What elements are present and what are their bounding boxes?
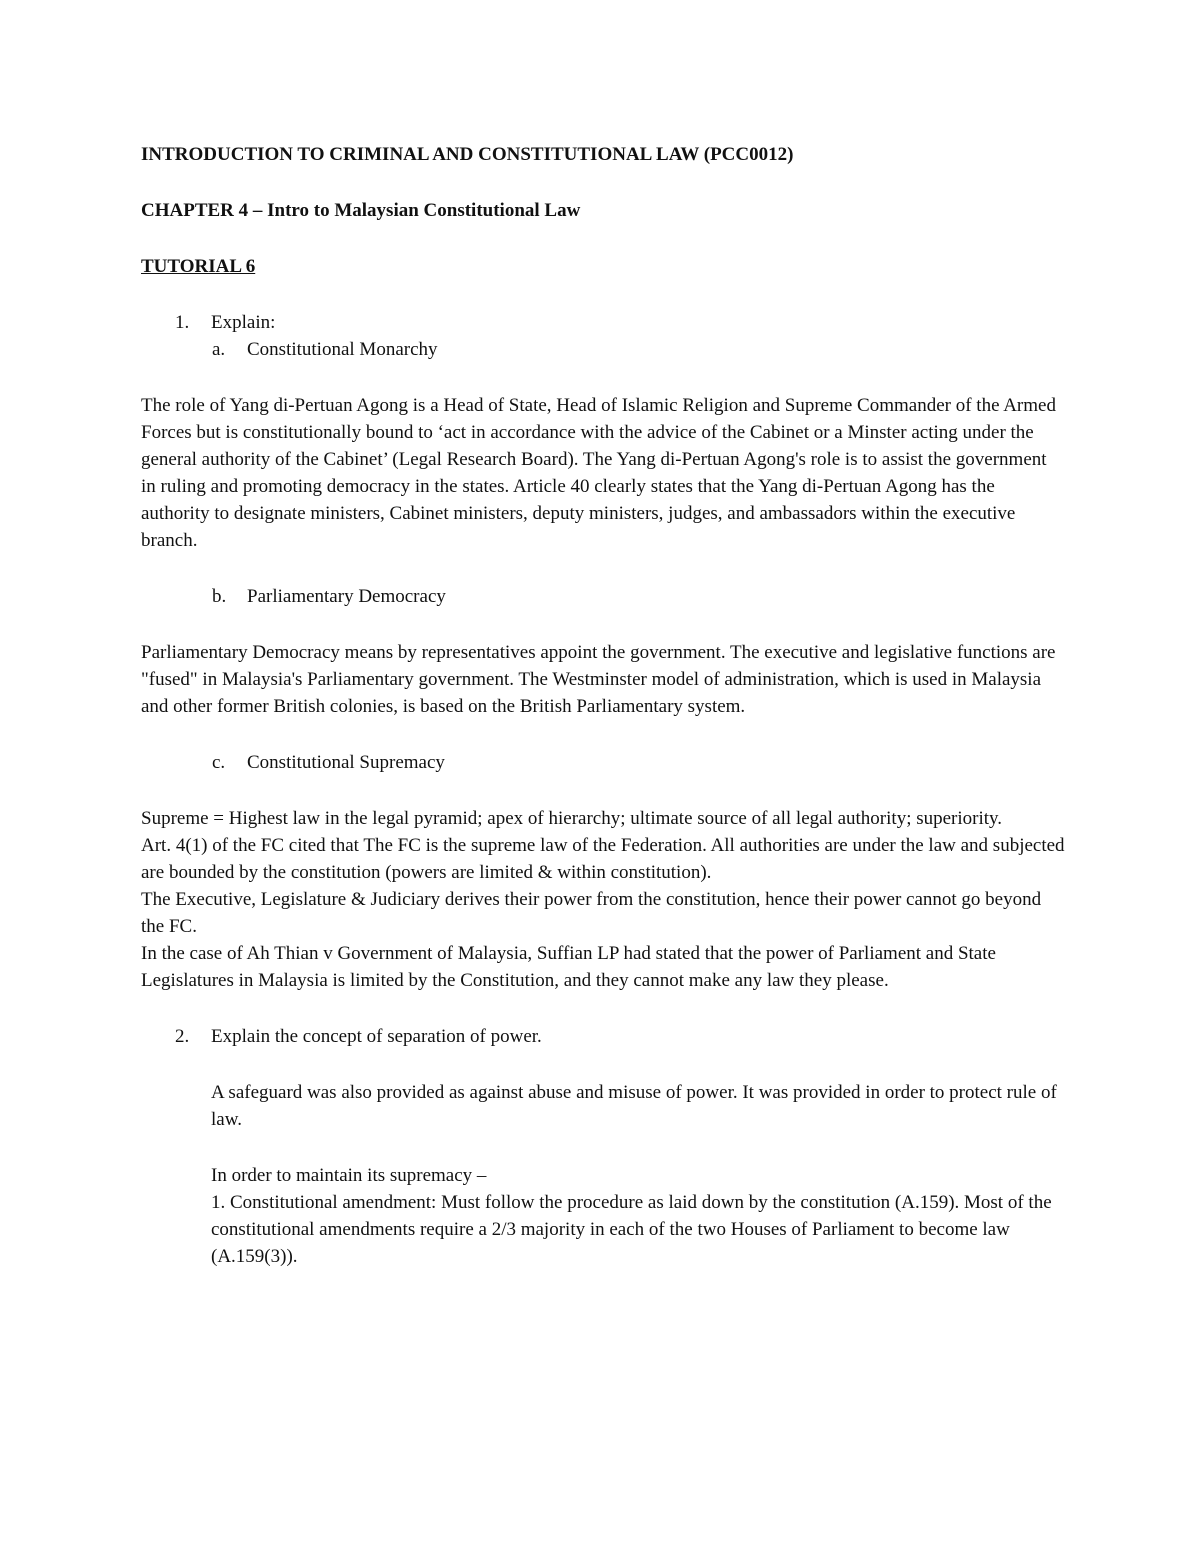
question-1a-letter: a. — [212, 339, 226, 360]
tutorial-title: TUTORIAL 6 — [141, 256, 256, 277]
answer-1c — [141, 805, 1066, 994]
answer-2-point-1: 1. Constitutional amendment: Must follow the procedure as laid down by the constitution (A.159). Most of the constitutional amendments require a 2/3 majority in each of the two Houses of Parliament to become law (A.159(3)). — [211, 1192, 1052, 1267]
answer-1c-line: In the case of Ah Thian v Government of Malaysia, Suffian LP had stated that the power of Parliament and State Legislatures in Malaysia is limited by the Constitution, and they cannot make any law they please. — [141, 943, 996, 991]
question-1b-label: Parliamentary Democracy — [247, 586, 446, 607]
answer-1c-line: The Executive, Legislature & Judiciary derives their power from the constitution, hence their power cannot go beyond the FC. — [141, 889, 1042, 937]
answer-1c-line: Art. 4(1) of the FC cited that The FC is the supreme law of the Federation. All authorities are under the law and subjected are bounded by the constitution (powers are limited & within constitution). — [141, 835, 1065, 883]
question-1b-letter: b. — [212, 586, 227, 607]
answer-1a: The role of Yang di-Pertuan Agong is a Head of State, Head of Islamic Religion and Supreme Commander of the Armed Forces but is constitutionally bound to ‘act in accordance with the advice of the Cabinet or a Minster acting under the general authority of the Cabinet’ (Legal Research Board). The Yang di-Pertuan Agong's role is to assist the government in ruling and promoting democracy in the states. Article 40 clearly states that the Yang di-Pertuan Agong has the authority to designate ministers, Cabinet ministers, deputy ministers, judges, and ambassadors within the executive branch. — [141, 395, 1056, 551]
question-1-number: 1. — [175, 312, 190, 333]
question-2-text: Explain the concept of separation of power. — [211, 1026, 542, 1047]
answer-1c-line: Supreme = Highest law in the legal pyramid; apex of hierarchy; ultimate source of all legal authority; superiority. — [141, 808, 1003, 829]
question-2-number: 2. — [175, 1026, 190, 1047]
course-title: INTRODUCTION TO CRIMINAL AND CONSTITUTIONAL LAW (PCC0012) — [141, 144, 794, 165]
question-1b — [141, 583, 1066, 610]
document-body — [141, 141, 1066, 1299]
question-1c-letter: c. — [212, 752, 226, 773]
question-2 — [141, 1023, 1066, 1050]
question-1 — [141, 309, 1066, 336]
question-1a-label: Constitutional Monarchy — [247, 339, 438, 360]
answer-2-paragraph: A safeguard was also provided as against abuse and misuse of power. It was provided in order to protect rule of law. — [211, 1082, 1057, 1130]
question-1c — [141, 749, 1066, 776]
answer-1b: Parliamentary Democracy means by representatives appoint the government. The executive and legislative functions are "fused" in Malaysia's Parliamentary government. The Westminster model of administration, which is used in Malaysia and other former British colonies, is based on the British Parliamentary system. — [141, 642, 1056, 717]
question-1-text: Explain: — [211, 312, 276, 333]
chapter-title: CHAPTER 4 – Intro to Malaysian Constitutional Law — [141, 200, 581, 221]
answer-2-intro: In order to maintain its supremacy – — [211, 1165, 487, 1186]
question-1c-label: Constitutional Supremacy — [247, 752, 445, 773]
question-1a — [141, 336, 1066, 363]
answer-2-supremacy — [141, 1162, 1066, 1270]
